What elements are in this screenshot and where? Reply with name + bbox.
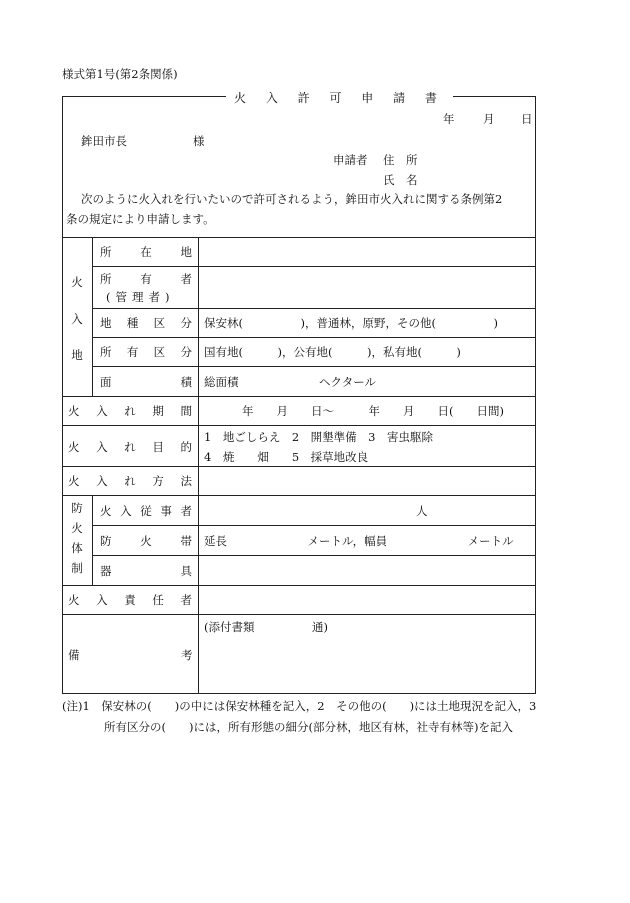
ownership-type-label: 所 有 区 分 xyxy=(100,345,192,359)
ownership-type-value: 国有地( )，公有地( )，私有地( ) xyxy=(204,345,461,359)
remarks-value: (添付書類 通) xyxy=(204,620,328,634)
date-year: 年 xyxy=(443,112,455,126)
firebreak-value: 延長 メートル，幅員 メートル xyxy=(204,534,514,548)
equipment-label: 器 具 xyxy=(100,564,192,578)
addressee-name: 鉾田市長 xyxy=(81,134,127,148)
applicant-label: 申請者 xyxy=(333,153,368,167)
date-day: 日 xyxy=(521,112,533,126)
period-value: 年 月 日〜 年 月 日( 日間) xyxy=(242,404,504,418)
note-line-2: 所有区分の( )には，所有形態の細分(部分林，地区有林，社寺有林等)を記入 xyxy=(104,720,513,734)
form-number: 様式第1号(第2条関係) xyxy=(62,67,178,81)
firebreak-label: 防 火 帯 xyxy=(100,534,192,548)
intro-line-1: 次のように火入れを行いたいので許可されるよう，鉾田市火入れに関する条例第2 xyxy=(81,192,503,206)
date-month: 月 xyxy=(483,112,495,126)
responsible-label: 火 入 責 任 者 xyxy=(68,593,192,607)
method-label: 火 入 れ 方 法 xyxy=(68,474,192,488)
land-type-label: 地 種 区 分 xyxy=(100,316,192,330)
location-label: 所 在 地 xyxy=(100,245,192,259)
remarks-label-right: 考 xyxy=(181,648,193,662)
form-title: 火 入 許 可 申 請 書 xyxy=(226,89,453,106)
remarks-label-left: 備 xyxy=(68,648,80,662)
area-value: 総面積 ヘクタール xyxy=(204,375,377,389)
applicant-name-label: 氏 名 xyxy=(383,173,418,187)
purpose-line-1: 1 地ごしらえ 2 開墾準備 3 害虫駆除 xyxy=(204,430,433,444)
fire-prevention-label-3: 体 xyxy=(71,541,83,555)
purpose-label: 火 入 れ 目 的 xyxy=(68,440,192,454)
fire-prevention-label-4: 制 xyxy=(71,561,83,575)
purpose-line-2: 4 焼 畑 5 採草地改良 xyxy=(204,450,369,464)
land-group-label-2: 入 xyxy=(71,312,83,326)
land-group-label-3: 地 xyxy=(71,348,83,362)
period-label: 火 入 れ 期 間 xyxy=(68,404,192,418)
fire-prevention-label-1: 防 xyxy=(71,501,83,515)
note-line-1: (注)1 保安林の( )の中には保安林種を記入，2 その他の( )には土地現況を記入，3 xyxy=(62,699,537,713)
land-group-label-1: 火 xyxy=(71,275,83,289)
area-label: 面 積 xyxy=(100,375,192,389)
worker-label: 火 入 従 事 者 xyxy=(100,504,192,518)
owner-label: 所 有 者 xyxy=(100,272,192,286)
addressee-honorific: 様 xyxy=(193,134,205,148)
intro-line-2: 条の規定により申請します。 xyxy=(66,212,215,226)
owner-sub-label: (管理者) xyxy=(106,290,175,304)
land-type-value: 保安林( )，普通林，原野，その他( ) xyxy=(204,316,498,330)
worker-value: 人 xyxy=(416,504,428,518)
fire-prevention-label-2: 火 xyxy=(71,521,83,535)
applicant-address-label: 住 所 xyxy=(383,153,418,167)
